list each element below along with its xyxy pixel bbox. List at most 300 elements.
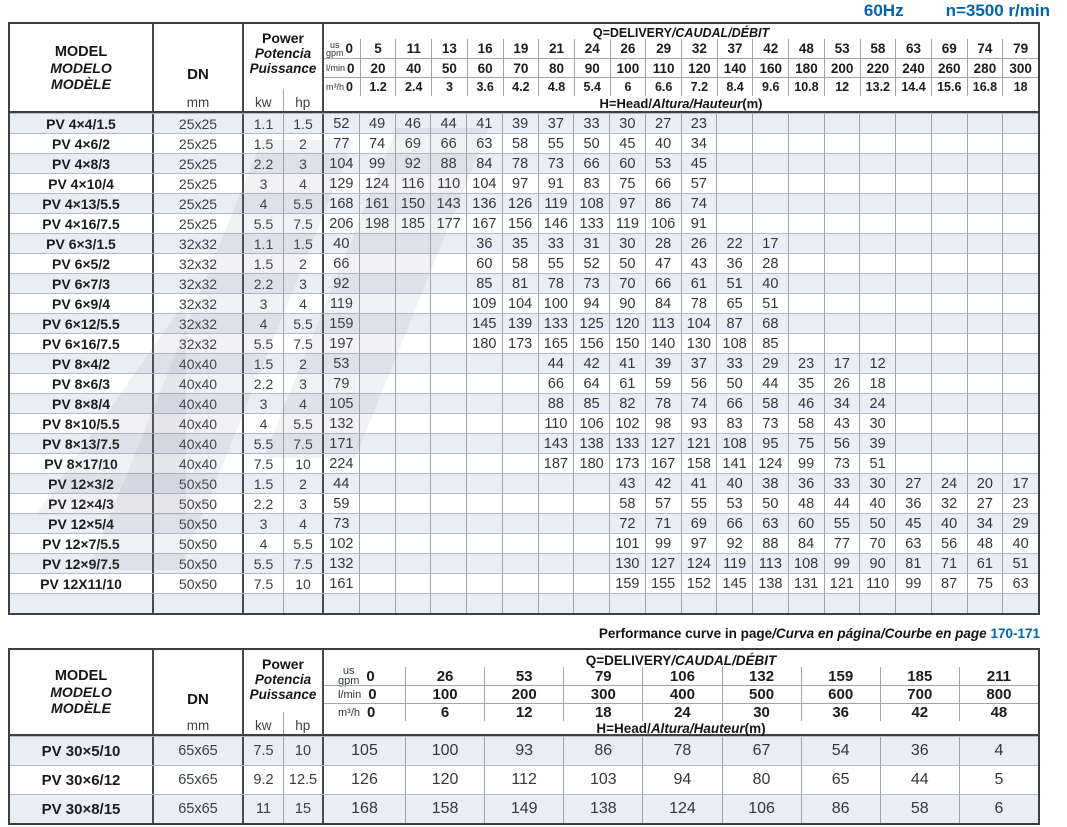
head-value-cell: 74 — [359, 134, 395, 153]
hp-cell — [284, 594, 324, 613]
head-value-cell — [931, 254, 967, 273]
head-value-cell: 161 — [329, 575, 354, 592]
head-value-cell — [1002, 294, 1038, 313]
table2-body — [10, 736, 1038, 823]
table2-flow-header — [324, 650, 1038, 734]
head-value-cell: 74 — [681, 394, 717, 413]
flow-value-cell: 2.4 — [395, 77, 431, 96]
head-value-cell — [359, 494, 395, 513]
head-value-cell: 40 — [645, 134, 681, 153]
head-value-cell: 127 — [645, 434, 681, 453]
head-value-cell — [716, 214, 752, 233]
dn-header — [154, 24, 244, 111]
h-head-bold: H=Head/ — [596, 721, 651, 736]
table-row — [10, 153, 1038, 173]
head-value-cell: 29 — [752, 354, 788, 373]
head-value-cell — [824, 254, 860, 273]
kw-cell: 1.5 — [244, 354, 284, 373]
head-value-cell — [859, 294, 895, 313]
head-value-cell — [752, 114, 788, 133]
head-value-cell — [359, 474, 395, 493]
dn-label: DN — [187, 66, 209, 83]
head-value-cell: 54 — [801, 737, 880, 765]
kw-cell: 7.5 — [244, 454, 284, 473]
head-value-cell: 100 — [538, 294, 574, 313]
table1-body — [10, 113, 1038, 613]
flow-unit-cell — [324, 667, 405, 685]
head-value-cell: 159 — [609, 574, 645, 593]
head-value-cell — [895, 434, 931, 453]
head-value-cell — [859, 314, 895, 333]
head-value-cell: 102 — [329, 535, 354, 552]
head-value-cell: 4 — [959, 737, 1038, 765]
flow-value-cell: 53 — [484, 667, 563, 685]
flow-value-cell: 132 — [722, 667, 801, 685]
dn-cell: 40x40 — [154, 454, 244, 473]
flow-value-cell: 9.6 — [752, 77, 788, 96]
flow-value-cell: 3.6 — [467, 77, 503, 96]
head-value-cell — [466, 514, 502, 533]
head-value-cell: 92 — [716, 534, 752, 553]
head-value-cell — [430, 314, 466, 333]
head-value-cell — [502, 354, 538, 373]
kw-cell: 5.5 — [244, 434, 284, 453]
head-value-cell: 60 — [466, 254, 502, 273]
head-value-cell: 120 — [405, 766, 484, 794]
head-value-cell: 36 — [716, 254, 752, 273]
hp-cell: 7.5 — [284, 214, 324, 233]
head-value-cell: 52 — [573, 254, 609, 273]
head-value-cell: 43 — [824, 414, 860, 433]
head-value-cell: 59 — [333, 495, 350, 512]
dn-cell: 25x25 — [154, 134, 244, 153]
head-value-cell: 44 — [430, 114, 466, 133]
dn-cell: 32x32 — [154, 254, 244, 273]
head-value-cell: 82 — [609, 394, 645, 413]
head-value-cell: 133 — [609, 434, 645, 453]
model-cell: PV 12×9/7.5 — [10, 554, 154, 573]
flow-value-cell: 26 — [405, 667, 484, 685]
head-value-cell — [967, 134, 1003, 153]
flow-value-cell: 50 — [431, 58, 467, 77]
model-cell: PV 12×4/3 — [10, 494, 154, 513]
hp-cell: 4 — [284, 514, 324, 533]
flow-unit-label-top: us — [330, 39, 340, 50]
head-value-cell: 17 — [824, 354, 860, 373]
head-value-cell — [466, 574, 502, 593]
head-value-cell — [967, 594, 1003, 613]
flow-value-cell: 42 — [880, 703, 959, 721]
head-value-cell — [430, 474, 466, 493]
head-value-cell: 86 — [801, 795, 880, 823]
table-row — [10, 273, 1038, 293]
head-value-cell: 136 — [466, 194, 502, 213]
head-value-cell: 36 — [788, 474, 824, 493]
table-row — [10, 413, 1038, 433]
head-value-cell — [573, 594, 609, 613]
head-value-cell — [1002, 114, 1038, 133]
flow-value-cell: 29 — [645, 39, 681, 58]
kw-cell: 7.5 — [244, 574, 284, 593]
head-value-cell — [967, 374, 1003, 393]
head-value-cell: 56 — [681, 374, 717, 393]
dn-unit-label: mm — [186, 95, 210, 110]
head-value-cell: 73 — [752, 414, 788, 433]
kw-cell: 5.5 — [244, 334, 284, 353]
head-value-cell: 64 — [573, 374, 609, 393]
head-value-cell — [752, 194, 788, 213]
head-value-cell: 145 — [466, 314, 502, 333]
head-value-cell — [859, 194, 895, 213]
kw-cell: 2.2 — [244, 154, 284, 173]
head-value-cell: 74 — [681, 194, 717, 213]
head-value-cell: 94 — [642, 766, 721, 794]
head-value-cell: 126 — [351, 771, 378, 788]
flow-unit-label: l/min — [326, 63, 346, 73]
head-value-cell: 171 — [329, 435, 354, 452]
hp-cell: 5.5 — [284, 534, 324, 553]
head-value-cell — [824, 294, 860, 313]
head-value-cell: 84 — [466, 154, 502, 173]
head-value-cell: 44 — [752, 374, 788, 393]
head-value-cell: 66 — [645, 274, 681, 293]
flow-value-cell: 90 — [574, 58, 610, 77]
head-value-cell: 106 — [722, 795, 801, 823]
head-value-cell — [788, 594, 824, 613]
head-value-cell: 155 — [645, 574, 681, 593]
head-value-cell — [681, 594, 717, 613]
head-value-cell — [1002, 454, 1038, 473]
dn-header — [154, 650, 244, 734]
q-delivery-en: Q=DELIVERY — [592, 26, 672, 40]
head-value-cell: 33 — [824, 474, 860, 493]
flow-value-cell: 220 — [860, 58, 896, 77]
head-value-cell — [1002, 434, 1038, 453]
head-value-cell: 28 — [645, 234, 681, 253]
perf-note-pages: 170-171 — [990, 626, 1040, 641]
head-value-cell: 88 — [430, 154, 466, 173]
head-value-cell: 100 — [405, 737, 484, 765]
head-value-cell: 27 — [645, 114, 681, 133]
head-value-cell: 161 — [359, 194, 395, 213]
head-value-cell: 126 — [502, 194, 538, 213]
head-value-cell — [824, 334, 860, 353]
head-value-cell — [1002, 234, 1038, 253]
head-value-cell: 146 — [538, 214, 574, 233]
flow-zero-value: 0 — [347, 60, 355, 76]
power-header — [244, 24, 324, 111]
head-value-cell — [824, 194, 860, 213]
h-head-unit: (m) — [742, 96, 763, 111]
head-value-cell — [1002, 374, 1038, 393]
head-value-cell: 50 — [716, 374, 752, 393]
head-value-cell: 97 — [502, 174, 538, 193]
head-value-cell: 47 — [645, 254, 681, 273]
head-value-cell — [538, 494, 574, 513]
flow-value-cell: 26 — [610, 39, 646, 58]
dn-cell: 40x40 — [154, 354, 244, 373]
head-value-cell — [573, 494, 609, 513]
head-value-cell — [395, 454, 431, 473]
head-value-cell: 130 — [609, 554, 645, 573]
flow-value-cell: 260 — [931, 58, 967, 77]
head-value-cell — [967, 394, 1003, 413]
head-value-cell — [716, 134, 752, 153]
head-value-cell — [430, 414, 466, 433]
head-value-cell — [895, 334, 931, 353]
head-value-cell — [395, 474, 431, 493]
head-value-cell: 17 — [752, 234, 788, 253]
hp-cell: 3 — [284, 274, 324, 293]
head-value-cell — [359, 414, 395, 433]
speed-label: n=3500 r/min — [945, 1, 1050, 20]
head-value-cell: 69 — [395, 134, 431, 153]
flow-unit-label-main: gpm — [326, 47, 344, 58]
head-value-cell: 78 — [502, 154, 538, 173]
head-value-cell: 66 — [333, 255, 350, 272]
head-value-cell: 173 — [609, 454, 645, 473]
table-row — [10, 113, 1038, 133]
head-value-cell: 50 — [752, 494, 788, 513]
head-value-cell: 119 — [716, 554, 752, 573]
flow-value-cell: 300 — [1002, 58, 1038, 77]
head-value-cell — [395, 354, 431, 373]
head-value-cell: 12 — [859, 354, 895, 373]
head-value-cell — [395, 334, 431, 353]
model-cell: PV 30×5/10 — [10, 737, 154, 765]
head-value-cell: 87 — [931, 574, 967, 593]
head-value-cell: 44 — [880, 766, 959, 794]
kw-cell: 4 — [244, 534, 284, 553]
head-value-cell: 99 — [788, 454, 824, 473]
head-value-cell: 105 — [329, 395, 354, 412]
head-value-cell — [859, 134, 895, 153]
head-value-cell — [824, 134, 860, 153]
flow-value-cell: 180 — [788, 58, 824, 77]
head-value-cell: 112 — [484, 766, 563, 794]
table1-header — [10, 24, 1038, 113]
head-value-cell — [466, 554, 502, 573]
head-value-cell: 138 — [752, 574, 788, 593]
flow-value-cell: 32 — [681, 39, 717, 58]
head-value-cell: 20 — [967, 474, 1003, 493]
head-value-cell — [573, 474, 609, 493]
head-value-cell — [967, 214, 1003, 233]
head-value-cell: 42 — [573, 354, 609, 373]
head-value-cell: 51 — [716, 274, 752, 293]
head-value-cell: 124 — [359, 174, 395, 193]
flow-unit-cell — [324, 703, 405, 721]
dn-cell — [154, 594, 244, 613]
table-row — [10, 173, 1038, 193]
head-value-cell: 69 — [681, 514, 717, 533]
head-value-cell: 121 — [681, 434, 717, 453]
head-value-cell — [931, 454, 967, 473]
table-row — [10, 593, 1038, 613]
kw-cell: 2.2 — [244, 274, 284, 293]
dn-cell: 32x32 — [154, 234, 244, 253]
head-value-cell — [359, 514, 395, 533]
head-value-cell: 138 — [573, 434, 609, 453]
head-value-cell: 113 — [752, 554, 788, 573]
head-value-cell — [788, 114, 824, 133]
head-value-cell — [1002, 394, 1038, 413]
head-value-cell — [502, 554, 538, 573]
dn-cell: 40x40 — [154, 374, 244, 393]
dn-cell: 50x50 — [154, 554, 244, 573]
head-value-cell: 57 — [681, 174, 717, 193]
hp-cell: 7.5 — [284, 334, 324, 353]
model-cell: PV 8×10/5.5 — [10, 414, 154, 433]
head-value-cell — [502, 414, 538, 433]
head-value-cell — [502, 574, 538, 593]
head-value-cell: 73 — [333, 515, 350, 532]
head-value-cell — [931, 214, 967, 233]
head-value-cell — [895, 134, 931, 153]
head-value-cell: 45 — [609, 134, 645, 153]
head-value-cell: 106 — [573, 414, 609, 433]
model-header — [10, 24, 154, 111]
head-value-cell: 77 — [824, 534, 860, 553]
kw-cell: 1.1 — [244, 114, 284, 133]
flow-value-cell: 21 — [538, 39, 574, 58]
head-value-cell: 55 — [538, 134, 574, 153]
model-header-en: MODEL — [54, 43, 108, 60]
head-value-cell — [466, 474, 502, 493]
head-value-cell: 109 — [466, 294, 502, 313]
head-value-cell — [895, 454, 931, 473]
head-value-cell — [931, 594, 967, 613]
head-value-cell — [788, 254, 824, 273]
head-value-cell — [573, 514, 609, 533]
kw-cell: 9.2 — [244, 766, 284, 794]
dn-cell: 32x32 — [154, 314, 244, 333]
table-row — [10, 353, 1038, 373]
head-value-cell: 33 — [538, 234, 574, 253]
head-value-cell: 30 — [609, 234, 645, 253]
flow-value-cell: 6 — [610, 77, 646, 96]
head-value-cell — [895, 374, 931, 393]
table-row — [10, 553, 1038, 573]
model-cell: PV 4×4/1.5 — [10, 114, 154, 133]
head-value-cell: 26 — [824, 374, 860, 393]
flow-value-cell: 48 — [788, 39, 824, 58]
head-value-cell: 149 — [484, 795, 563, 823]
flow-unit-label: m³/h — [326, 82, 344, 92]
head-value-cell: 152 — [681, 574, 717, 593]
head-value-cell — [752, 174, 788, 193]
flow-value-cell: 800 — [959, 685, 1038, 703]
head-value-cell: 41 — [609, 354, 645, 373]
head-value-cell — [502, 434, 538, 453]
head-value-cell: 30 — [609, 114, 645, 133]
hp-cell: 4 — [284, 394, 324, 413]
flow-unit-label: l/min — [338, 688, 362, 701]
head-value-cell — [859, 334, 895, 353]
flow-value-cell: 140 — [717, 58, 753, 77]
head-value-cell — [430, 534, 466, 553]
head-value-cell — [395, 514, 431, 533]
head-value-cell — [502, 494, 538, 513]
head-value-cell — [430, 594, 466, 613]
head-value-cell — [895, 114, 931, 133]
head-value-cell: 143 — [538, 434, 574, 453]
head-value-cell: 132 — [329, 415, 354, 432]
kw-cell: 5.5 — [244, 214, 284, 233]
head-value-cell: 66 — [716, 394, 752, 413]
flow-value-cell: 16.8 — [967, 77, 1003, 96]
table-row — [10, 794, 1038, 823]
head-value-cell: 33 — [573, 114, 609, 133]
head-value-cell — [1002, 314, 1038, 333]
flow-value-cell: 4.8 — [538, 77, 574, 96]
head-value-cell — [502, 454, 538, 473]
model-cell: PV 4×8/3 — [10, 154, 154, 173]
kw-cell: 3 — [244, 514, 284, 533]
table1-flow-header — [324, 24, 1038, 111]
model-cell: PV 6×7/3 — [10, 274, 154, 293]
head-value-cell — [538, 594, 574, 613]
flow-value-cell: 240 — [895, 58, 931, 77]
head-value-cell — [824, 114, 860, 133]
kw-cell: 1.1 — [244, 234, 284, 253]
model-cell: PV 4×13/5.5 — [10, 194, 154, 213]
model-cell: PV 6×16/7.5 — [10, 334, 154, 353]
head-value-cell — [1002, 274, 1038, 293]
flow-value-cell: 3 — [431, 77, 467, 96]
head-value-cell: 46 — [395, 114, 431, 133]
head-value-cell — [788, 334, 824, 353]
head-value-cell: 108 — [716, 334, 752, 353]
model-cell: PV 4×16/7.5 — [10, 214, 154, 233]
flow-value-cell: 14.4 — [895, 77, 931, 96]
head-value-cell — [1002, 194, 1038, 213]
head-value-cell — [359, 394, 395, 413]
flow-value-cell: 63 — [895, 39, 931, 58]
model-cell: PV 30×8/15 — [10, 795, 154, 823]
head-value-cell: 66 — [573, 154, 609, 173]
hp-cell: 5.5 — [284, 194, 324, 213]
dn-cell: 65x65 — [154, 795, 244, 823]
head-value-cell — [395, 294, 431, 313]
head-value-cell: 119 — [329, 295, 353, 312]
flow-unit-cell — [324, 58, 360, 77]
flow-value-cell: 60 — [467, 58, 503, 77]
head-value-cell: 55 — [538, 254, 574, 273]
flow-value-cell: 40 — [395, 58, 431, 77]
head-value-cell: 86 — [645, 194, 681, 213]
head-value-cell: 97 — [609, 194, 645, 213]
head-value-cell: 143 — [430, 194, 466, 213]
model-cell: PV 6×9/4 — [10, 294, 154, 313]
head-value-cell — [967, 234, 1003, 253]
head-value-cell: 106 — [645, 214, 681, 233]
head-value-cell: 85 — [466, 274, 502, 293]
head-value-cell: 133 — [573, 214, 609, 233]
head-value-cell: 92 — [395, 154, 431, 173]
flow-value-cell: 11 — [395, 39, 431, 58]
head-value-cell: 30 — [859, 474, 895, 493]
head-value-cell: 63 — [466, 134, 502, 153]
flow-value-cell: 42 — [752, 39, 788, 58]
head-value-cell — [502, 514, 538, 533]
head-value-cell — [967, 274, 1003, 293]
head-value-cell: 81 — [502, 274, 538, 293]
head-value-cell: 84 — [645, 294, 681, 313]
dn-cell: 25x25 — [154, 114, 244, 133]
head-value-cell: 185 — [395, 214, 431, 233]
head-value-cell: 141 — [716, 454, 752, 473]
